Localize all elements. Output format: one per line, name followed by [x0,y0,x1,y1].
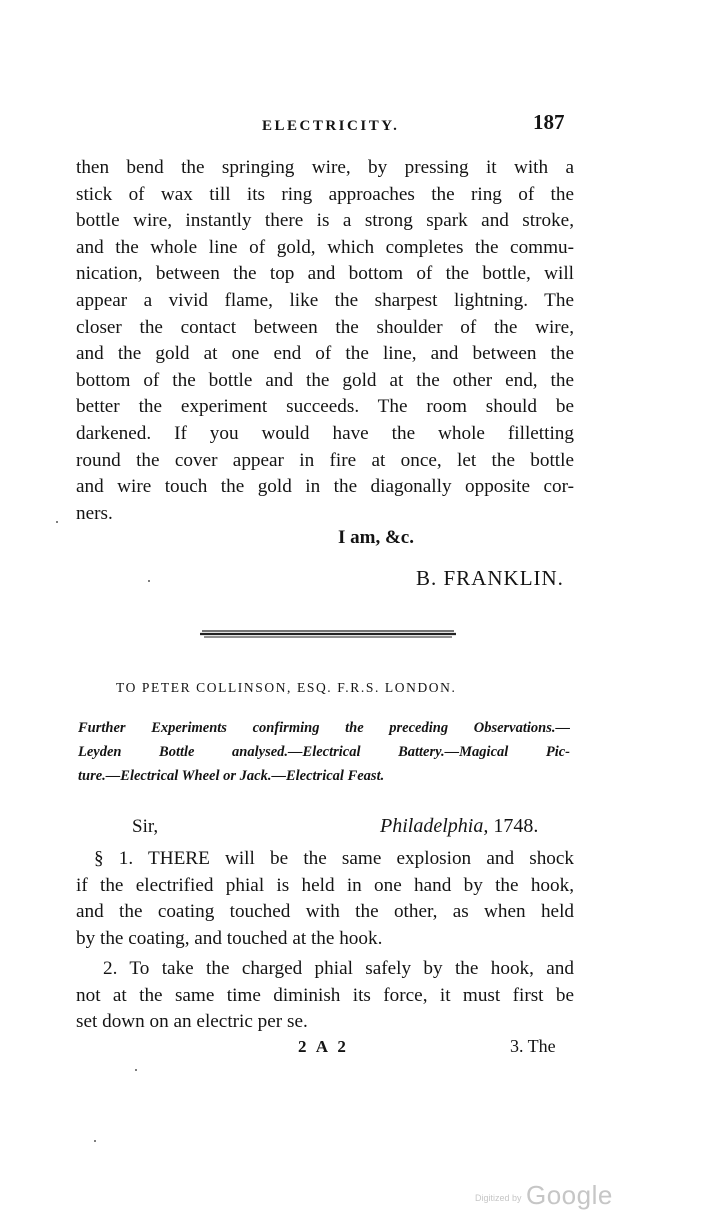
catchword: 3. The [510,1036,556,1056]
text-line: ners. [76,502,113,524]
text-line: by the coating, and touched at the hook. [76,927,383,949]
text-line: and the whole line of gold, which completes the commu- [76,236,574,258]
text-line: bottle wire, instantly there is a strong spark and stroke, [76,210,574,232]
text-line: 2. To take the charged phial safely by the hook, and [103,958,574,979]
page-number: 187 [533,110,565,134]
text-line: and wire touch the gold in the diagonally opposite cor- [76,476,574,498]
text-line: appear a vivid flame, like the sharpest lightning. The [76,289,574,311]
printer-signature-mark: 2 A 2 [298,1037,349,1056]
scan-speck [94,1140,96,1142]
letter-year: 1748. [493,815,539,837]
text-line: round the cover appear in fire at once, let the bottle [76,449,574,471]
scan-speck [56,521,58,523]
closing-line: I am, &c. [338,527,414,548]
text-line: then bend the springing wire, by pressing it with a [76,157,574,178]
text-line: set down on an electric per se. [76,1011,308,1033]
text-line: stick of wax till its ring approaches the ring of the [76,183,574,205]
divider-rule-graphic [200,626,456,640]
text-line: not at the same time diminish its force, it must first be [76,984,574,1006]
text-line: darkened. If you would have the whole filletting [76,422,574,444]
text-line: bottom of the bottle and the gold at the other end, the [76,369,574,391]
letter-place: Philadelphia, [380,815,489,837]
text-line: better the experiment succeeds. The room should be [76,396,574,418]
digitized-watermark [475,1180,613,1211]
text-line: closer the contact between the shoulder of the wire, [76,316,574,338]
scan-speck [135,1069,137,1071]
watermark-brand: Google [525,1180,613,1210]
section-divider [200,626,456,640]
letter-summary [78,716,570,788]
summary-line: Leyden Bottle analysed.—Electrical Battery.—Magical Pic- [78,744,570,760]
scan-speck [148,580,150,582]
section-1-paragraph [76,846,574,952]
place-date [380,815,538,838]
signature: B. FRANKLIN. [416,566,564,590]
running-title: ELECTRICITY. [262,118,400,134]
salutation: Sir, [132,816,159,837]
text-line: § 1. THERE will be the same explosion and shock [94,848,574,869]
watermark-prefix: Digitized by [475,1193,522,1203]
text-line: nication, between the top and bottom of the bottle, will [76,263,574,285]
letter-end-paragraph [76,155,574,527]
text-line: if the electrified phial is held in one hand by the hook, [76,874,574,896]
text-line: and the coating touched with the other, as when held [76,901,574,923]
section-2-paragraph [76,956,574,1036]
summary-line: Further Experiments confirming the preceding Observations.— [78,720,570,736]
letter-address: TO PETER COLLINSON, ESQ. F.R.S. LONDON. [116,680,457,695]
summary-line: ture.—Electrical Wheel or Jack.—Electrical Feast. [78,768,385,784]
text-line: and the gold at one end of the line, and between the [76,343,574,365]
